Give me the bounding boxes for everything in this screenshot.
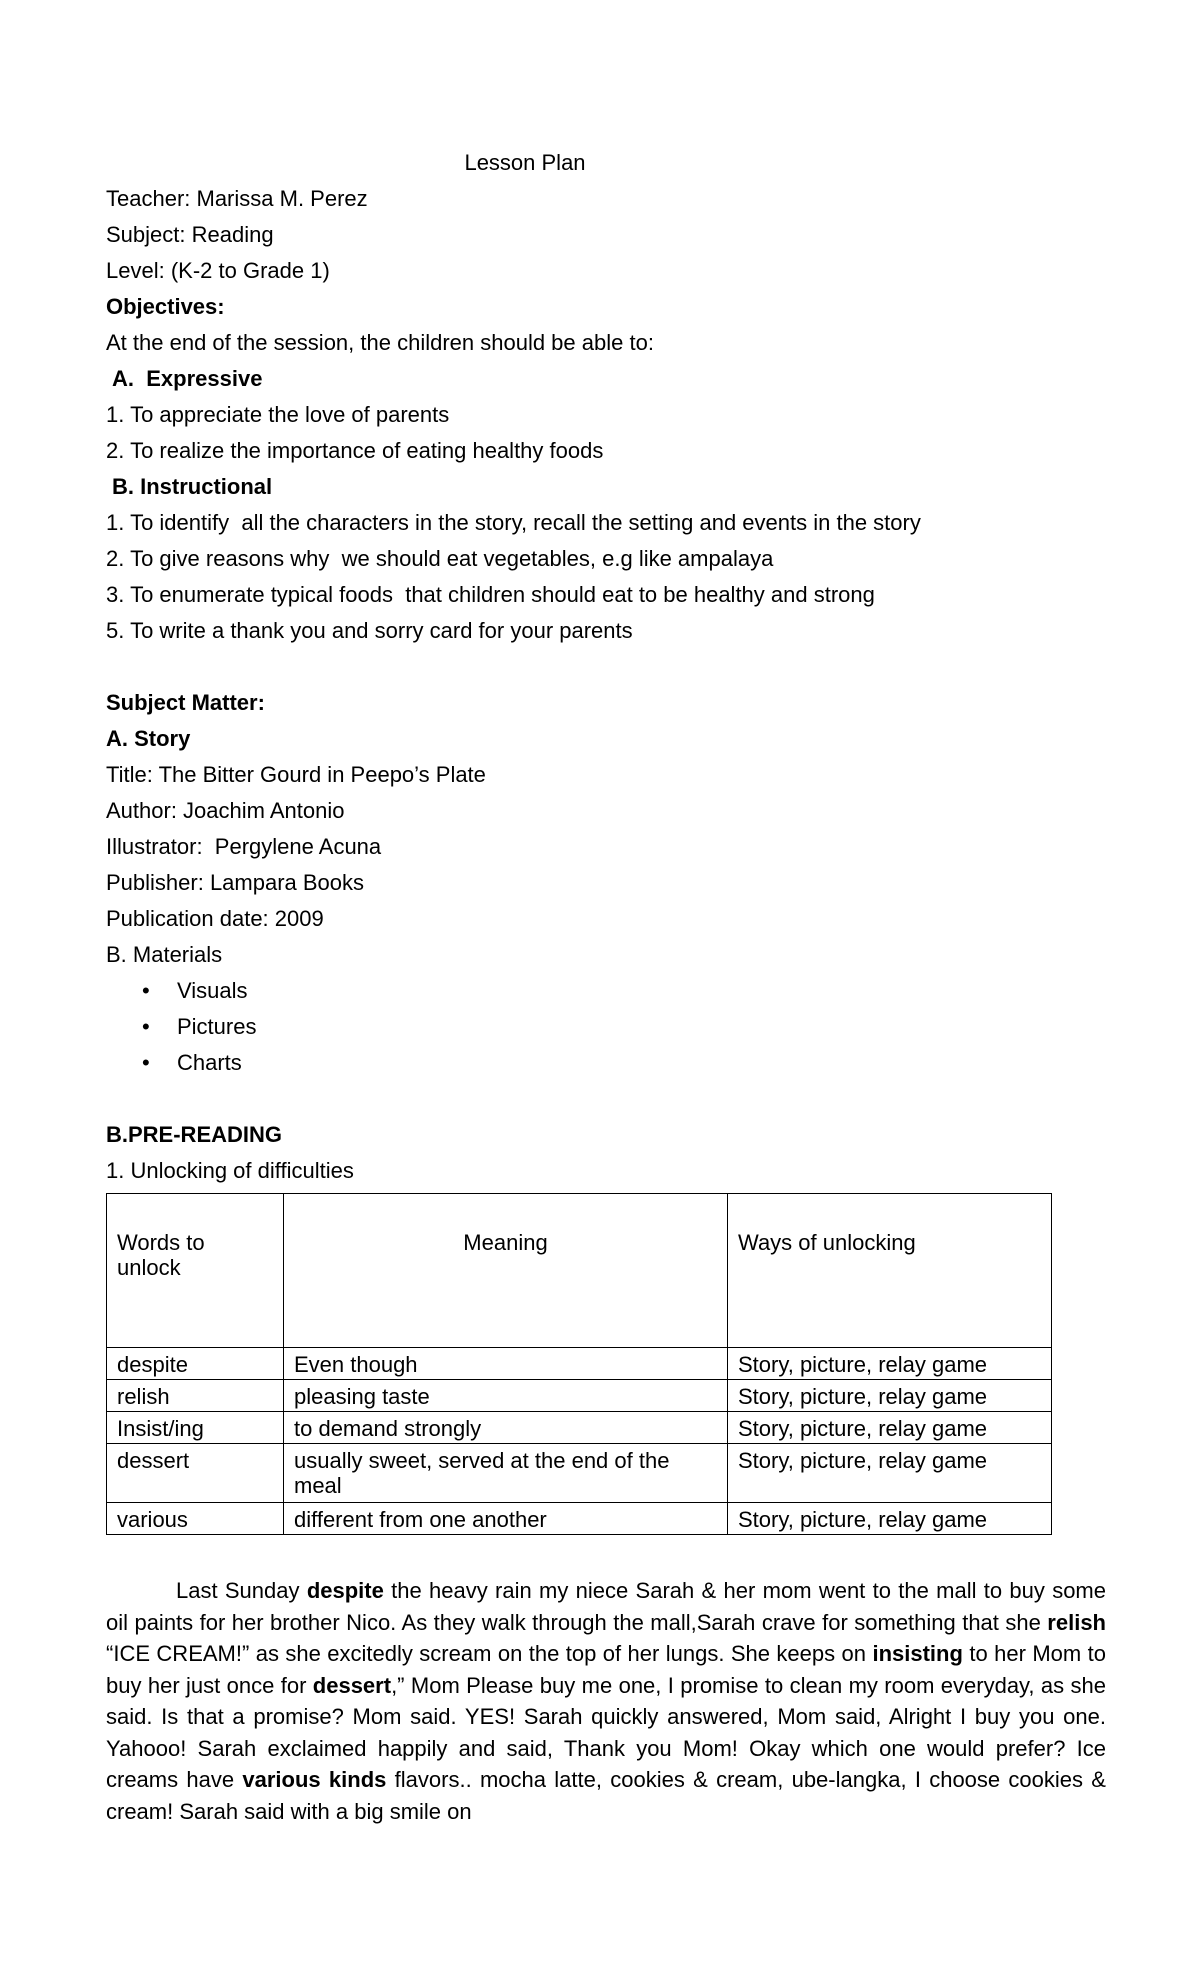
table-cell: Story, picture, relay game [728,1503,1052,1535]
text-run: “ICE CREAM!” as she excitedly scream on the top of her lungs. She keeps on [106,1641,873,1666]
material-label: Charts [177,1050,242,1075]
expressive-item: 2. To realize the importance of eating healthy foods [106,438,604,463]
story-author: Author: Joachim Antonio [106,798,345,823]
story-publisher: Publisher: Lampara Books [106,870,365,895]
table-cell: Insist/ing [107,1412,284,1444]
table-cell: usually sweet, served at the end of the meal [284,1444,728,1503]
story-pubdate: Publication date: 2009 [106,906,324,931]
story-title: Title: The Bitter Gourd in Peepo’s Plate [106,762,486,787]
list-item [106,1009,1106,1045]
text-run: flavors.. mocha latte, cookies & cream, ube-langka, I choose cookies & cream! Sarah said with a big smile on [106,1767,1106,1824]
level-line: Level: (K-2 to Grade 1) [106,258,330,283]
bold-word: despite [306,1578,384,1603]
table-cell: dessert [107,1444,284,1503]
table-row [107,1412,1052,1444]
table-cell: various [107,1503,284,1535]
subject-matter-heading: Subject Matter: [106,690,265,715]
table-row [107,1444,1052,1503]
table-cell: Story, picture, relay game [728,1444,1052,1503]
instructional-heading: B. Instructional [112,474,273,499]
story-paragraph [106,1575,1106,1827]
spacer [106,649,1106,685]
vocabulary-table [106,1193,1052,1535]
objectives-intro: At the end of the session, the children should be able to: [106,330,654,355]
instructional-item: 2. To give reasons why we should eat vegetables, e.g like ampalaya [106,546,774,571]
table-cell: to demand strongly [284,1412,728,1444]
text-run: to her Mom to buy her just once for [106,1641,1106,1698]
expressive-item: 1. To appreciate the love of parents [106,402,450,427]
story-illustrator: Illustrator: Pergylene Acuna [106,834,382,859]
table-header-row [107,1194,1052,1348]
story-heading: A. Story [106,726,191,751]
bold-word: various kinds [242,1767,387,1792]
material-label: Pictures [177,1014,257,1039]
materials-heading: B. Materials [106,942,223,967]
spacer [106,1081,1106,1117]
materials-list [106,973,1106,1081]
lesson-plan-content [106,145,1106,1827]
bullet-icon: • [142,1050,150,1075]
bold-word: relish [1047,1609,1106,1635]
list-item [106,973,1106,1009]
table-row [107,1503,1052,1535]
teacher-line: Teacher: Marissa M. Perez [106,186,368,211]
bullet-icon: • [142,978,150,1003]
table-cell: Story, picture, relay game [728,1380,1052,1412]
instructional-item: 3. To enumerate typical foods that children should eat to be healthy and strong [106,582,875,607]
paragraph-text [106,1575,1106,1827]
table-row [107,1348,1052,1380]
bullet-icon: • [142,1014,150,1039]
table-cell: despite [107,1348,284,1380]
header-meaning: Meaning [284,1194,728,1348]
text-run: the heavy rain my niece Sarah & her mom went to the mall to buy some oil paints for her brother Nico. As they walk through the mall,Sarah crave for something that she [106,1578,1106,1635]
doc-title: Lesson Plan [464,150,586,175]
instructional-item: 5. To write a thank you and sorry card for your parents [106,618,633,643]
text-run: Last Sunday [176,1578,307,1603]
table-row [107,1380,1052,1412]
subject-line: Subject: Reading [106,222,274,247]
list-item [106,1045,1106,1081]
table-cell: Even though [284,1348,728,1380]
table-cell: Story, picture, relay game [728,1348,1052,1380]
expressive-heading: A. Expressive [112,366,263,391]
table-cell: relish [107,1380,284,1412]
table-cell: different from one another [284,1503,728,1535]
unlocking-heading: 1. Unlocking of difficulties [106,1158,354,1183]
material-label: Visuals [177,978,248,1003]
header-words: Words to unlock [107,1194,284,1348]
instructional-item: 1. To identify all the characters in the story, recall the setting and events in the story [106,510,921,535]
objectives-heading: Objectives: [106,294,225,319]
table-cell: pleasing taste [284,1380,728,1412]
bold-word: insisting [872,1641,963,1666]
bold-word: dessert [312,1672,392,1698]
text-run: ,” Mom Please buy me one, I promise to clean my room everyday, as she said. Is that a promise? Mom said. YES! Sarah quickly answered, Mom said, Alright I buy you one. Yahooo! Sarah exclaimed happily and said, Thank you Mom! Okay which one would prefer? Ice creams have [106,1672,1106,1792]
table-cell: Story, picture, relay game [728,1412,1052,1444]
header-ways: Ways of unlocking [728,1194,1052,1348]
prereading-heading: B.PRE-READING [106,1122,283,1147]
